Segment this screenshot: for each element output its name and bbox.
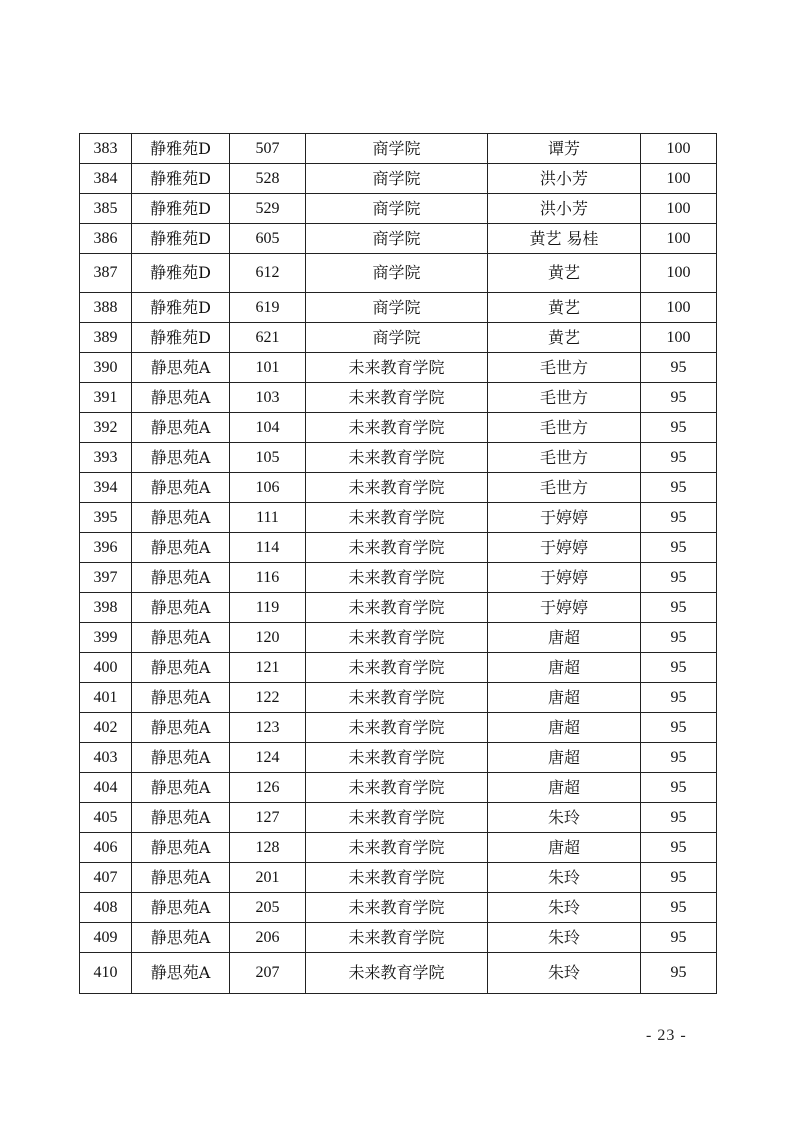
college-cell: 未来教育学院 [306,353,488,383]
room-cell: 201 [230,863,306,893]
college-cell: 未来教育学院 [306,593,488,623]
college-cell: 未来教育学院 [306,743,488,773]
college-cell: 商学院 [306,323,488,353]
room-cell: 104 [230,413,306,443]
seq-cell: 400 [80,653,132,683]
college-cell: 未来教育学院 [306,653,488,683]
table-row [80,593,717,623]
teacher-cell: 朱玲 [488,863,641,893]
table-row [80,953,717,994]
seq-cell: 390 [80,353,132,383]
table-row [80,194,717,224]
room-cell: 101 [230,353,306,383]
table-row [80,254,717,293]
room-cell: 126 [230,773,306,803]
teacher-cell: 毛世方 [488,473,641,503]
teacher-cell: 毛世方 [488,443,641,473]
table-row [80,893,717,923]
teacher-cell: 毛世方 [488,353,641,383]
teacher-cell: 毛世方 [488,383,641,413]
building-cell: 静思苑A [132,623,230,653]
table-row [80,323,717,353]
table-row [80,743,717,773]
page-number: - 23 - [646,1027,687,1044]
college-cell: 未来教育学院 [306,803,488,833]
teacher-cell: 唐超 [488,743,641,773]
building-cell: 静思苑A [132,923,230,953]
score-cell: 95 [641,863,717,893]
seq-cell: 399 [80,623,132,653]
table-row [80,833,717,863]
room-cell: 612 [230,254,306,293]
seq-cell: 392 [80,413,132,443]
seq-cell: 404 [80,773,132,803]
table-row [80,503,717,533]
teacher-cell: 于婷婷 [488,533,641,563]
room-cell: 621 [230,323,306,353]
college-cell: 未来教育学院 [306,683,488,713]
room-cell: 127 [230,803,306,833]
seq-cell: 387 [80,254,132,293]
room-cell: 103 [230,383,306,413]
score-cell: 95 [641,443,717,473]
table-row [80,164,717,194]
building-cell: 静思苑A [132,743,230,773]
score-cell: 95 [641,503,717,533]
building-cell: 静思苑A [132,473,230,503]
score-cell: 100 [641,254,717,293]
building-cell: 静思苑A [132,953,230,994]
building-cell: 静思苑A [132,893,230,923]
seq-cell: 385 [80,194,132,224]
teacher-cell: 洪小芳 [488,194,641,224]
table-row [80,713,717,743]
college-cell: 未来教育学院 [306,923,488,953]
score-cell: 95 [641,653,717,683]
building-cell: 静雅苑D [132,323,230,353]
seq-cell: 393 [80,443,132,473]
room-cell: 528 [230,164,306,194]
room-cell: 116 [230,563,306,593]
score-cell: 100 [641,134,717,164]
table-row [80,803,717,833]
teacher-cell: 朱玲 [488,803,641,833]
room-cell: 119 [230,593,306,623]
room-cell: 124 [230,743,306,773]
table-row [80,563,717,593]
score-cell: 95 [641,683,717,713]
seq-cell: 408 [80,893,132,923]
dormitory-inspection-table [79,133,717,994]
score-cell: 100 [641,164,717,194]
table-row [80,383,717,413]
building-cell: 静思苑A [132,563,230,593]
college-cell: 商学院 [306,254,488,293]
room-cell: 605 [230,224,306,254]
teacher-cell: 朱玲 [488,893,641,923]
seq-cell: 402 [80,713,132,743]
college-cell: 未来教育学院 [306,833,488,863]
building-cell: 静雅苑D [132,254,230,293]
teacher-cell: 唐超 [488,653,641,683]
building-cell: 静思苑A [132,413,230,443]
college-cell: 商学院 [306,293,488,323]
teacher-cell: 唐超 [488,833,641,863]
score-cell: 95 [641,743,717,773]
teacher-cell: 于婷婷 [488,593,641,623]
table-row [80,923,717,953]
score-cell: 95 [641,623,717,653]
seq-cell: 391 [80,383,132,413]
table-row [80,773,717,803]
room-cell: 120 [230,623,306,653]
teacher-cell: 黄艺 易桂 [488,224,641,254]
score-cell: 95 [641,713,717,743]
college-cell: 商学院 [306,164,488,194]
score-cell: 95 [641,473,717,503]
score-cell: 95 [641,923,717,953]
seq-cell: 398 [80,593,132,623]
teacher-cell: 唐超 [488,773,641,803]
table-row [80,653,717,683]
teacher-cell: 唐超 [488,713,641,743]
room-cell: 207 [230,953,306,994]
score-cell: 95 [641,773,717,803]
seq-cell: 384 [80,164,132,194]
score-cell: 95 [641,893,717,923]
teacher-cell: 唐超 [488,623,641,653]
building-cell: 静思苑A [132,503,230,533]
score-cell: 100 [641,293,717,323]
teacher-cell: 黄艺 [488,293,641,323]
table-row [80,683,717,713]
room-cell: 114 [230,533,306,563]
teacher-cell: 黄艺 [488,254,641,293]
seq-cell: 406 [80,833,132,863]
building-cell: 静思苑A [132,833,230,863]
college-cell: 未来教育学院 [306,413,488,443]
building-cell: 静思苑A [132,383,230,413]
room-cell: 105 [230,443,306,473]
college-cell: 未来教育学院 [306,533,488,563]
seq-cell: 397 [80,563,132,593]
room-cell: 111 [230,503,306,533]
room-cell: 106 [230,473,306,503]
teacher-cell: 谭芳 [488,134,641,164]
score-cell: 95 [641,563,717,593]
building-cell: 静思苑A [132,773,230,803]
college-cell: 未来教育学院 [306,863,488,893]
college-cell: 未来教育学院 [306,563,488,593]
score-cell: 95 [641,413,717,443]
table-row [80,293,717,323]
building-cell: 静思苑A [132,713,230,743]
seq-cell: 405 [80,803,132,833]
seq-cell: 401 [80,683,132,713]
score-cell: 95 [641,953,717,994]
teacher-cell: 黄艺 [488,323,641,353]
table-row [80,623,717,653]
building-cell: 静思苑A [132,593,230,623]
building-cell: 静思苑A [132,653,230,683]
table-row [80,443,717,473]
college-cell: 商学院 [306,194,488,224]
building-cell: 静雅苑D [132,134,230,164]
room-cell: 122 [230,683,306,713]
score-cell: 95 [641,383,717,413]
teacher-cell: 唐超 [488,683,641,713]
score-cell: 95 [641,533,717,563]
seq-cell: 389 [80,323,132,353]
teacher-cell: 朱玲 [488,923,641,953]
college-cell: 未来教育学院 [306,383,488,413]
building-cell: 静思苑A [132,863,230,893]
seq-cell: 394 [80,473,132,503]
room-cell: 619 [230,293,306,323]
seq-cell: 409 [80,923,132,953]
table-row [80,224,717,254]
room-cell: 121 [230,653,306,683]
teacher-cell: 毛世方 [488,413,641,443]
room-cell: 205 [230,893,306,923]
score-cell: 100 [641,323,717,353]
room-cell: 507 [230,134,306,164]
score-cell: 100 [641,194,717,224]
college-cell: 未来教育学院 [306,893,488,923]
table-row [80,413,717,443]
seq-cell: 410 [80,953,132,994]
room-cell: 123 [230,713,306,743]
room-cell: 206 [230,923,306,953]
room-cell: 529 [230,194,306,224]
building-cell: 静思苑A [132,353,230,383]
college-cell: 未来教育学院 [306,623,488,653]
college-cell: 未来教育学院 [306,713,488,743]
teacher-cell: 洪小芳 [488,164,641,194]
teacher-cell: 于婷婷 [488,503,641,533]
table-row [80,473,717,503]
building-cell: 静思苑A [132,803,230,833]
seq-cell: 395 [80,503,132,533]
seq-cell: 396 [80,533,132,563]
college-cell: 未来教育学院 [306,503,488,533]
table-row [80,863,717,893]
seq-cell: 388 [80,293,132,323]
building-cell: 静雅苑D [132,224,230,254]
teacher-cell: 朱玲 [488,953,641,994]
table-row [80,353,717,383]
building-cell: 静思苑A [132,533,230,563]
table-row [80,533,717,563]
score-cell: 95 [641,593,717,623]
room-cell: 128 [230,833,306,863]
table-row [80,134,717,164]
teacher-cell: 于婷婷 [488,563,641,593]
seq-cell: 407 [80,863,132,893]
building-cell: 静雅苑D [132,293,230,323]
table-body [80,134,717,994]
building-cell: 静思苑A [132,443,230,473]
college-cell: 未来教育学院 [306,473,488,503]
score-cell: 95 [641,833,717,863]
building-cell: 静思苑A [132,683,230,713]
college-cell: 未来教育学院 [306,443,488,473]
building-cell: 静雅苑D [132,164,230,194]
seq-cell: 383 [80,134,132,164]
seq-cell: 403 [80,743,132,773]
college-cell: 未来教育学院 [306,953,488,994]
score-cell: 95 [641,803,717,833]
college-cell: 商学院 [306,224,488,254]
score-cell: 95 [641,353,717,383]
score-cell: 100 [641,224,717,254]
building-cell: 静雅苑D [132,194,230,224]
college-cell: 未来教育学院 [306,773,488,803]
seq-cell: 386 [80,224,132,254]
college-cell: 商学院 [306,134,488,164]
